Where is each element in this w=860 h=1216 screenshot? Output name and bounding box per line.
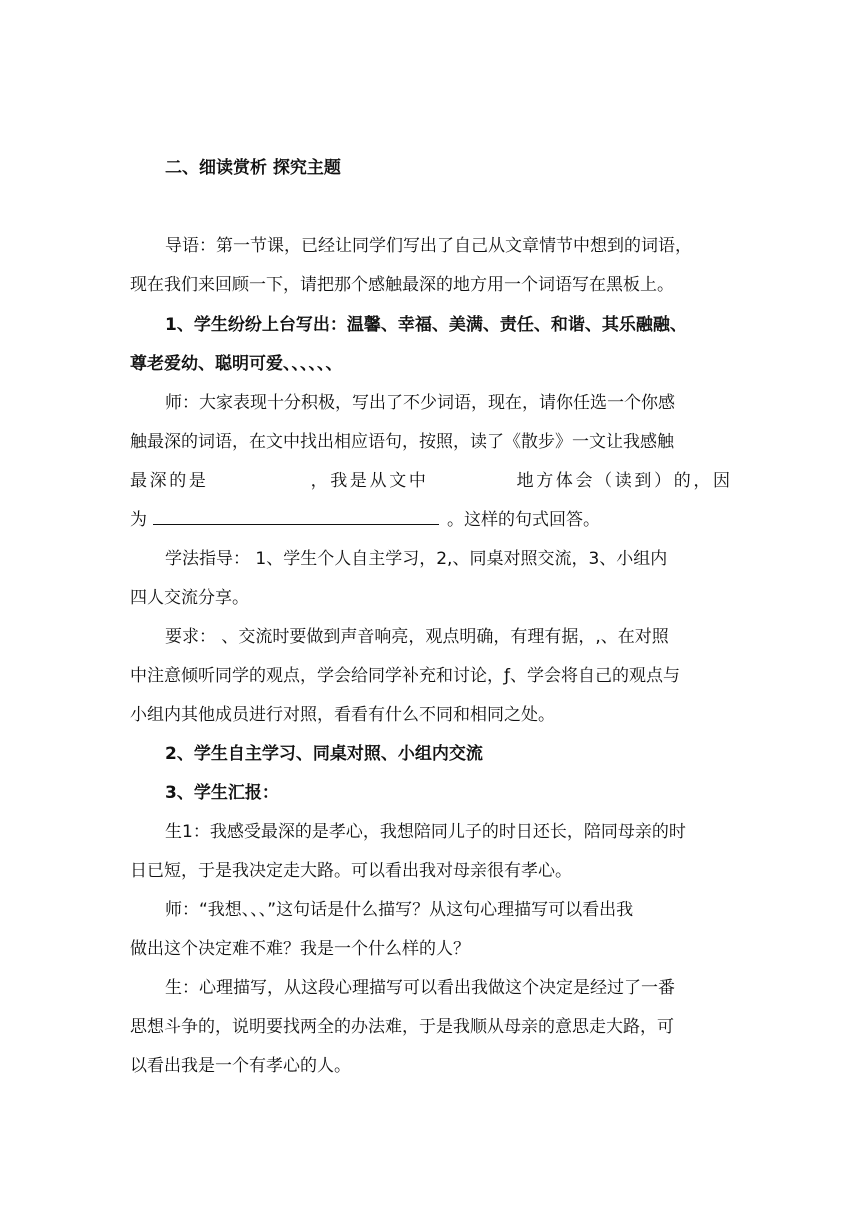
student1-line-1: 生1：我感受最深的是孝心，我想陪同儿子的时日还长，陪同母亲的时: [165, 822, 686, 842]
student2-line-1: 生：心理描写，从这段心理描写可以看出我做这个决定是经过了一番: [165, 978, 675, 998]
method-line-1: 学法指导： 1、学生个人自主学习，2,、同桌对照交流，3、小组内: [165, 549, 668, 569]
step2-heading: 2、学生自主学习、同桌对照、小组内交流: [165, 744, 483, 764]
teacher1-line-1: 师：大家表现十分积极，写出了不少词语，现在，请你任选一个你感: [165, 393, 675, 413]
step1-line-1: 1、学生纷纷上台写出：温馨、幸福、美满、责任、和谐、其乐融融、: [165, 315, 687, 335]
requirements-line-3: 小组内其他成员进行对照，看看有什么不同和相同之处。: [130, 705, 555, 725]
method-line-2: 四人交流分享。: [130, 588, 249, 608]
teacher1-line-4-part-a: 为: [130, 510, 147, 530]
student1-line-2: 日已短，于是我决定走大路。可以看出我对母亲很有孝心。: [130, 861, 572, 881]
teacher1-line-4: [130, 510, 730, 530]
student2-line-2: 思想斗争的，说明要找两全的办法难，于是我顺从母亲的意思走大路，可: [130, 1017, 674, 1037]
requirements-line-2: 中注意倾听同学的观点，学会给同学补充和讨论，ƒ、学会将自己的观点与: [130, 666, 680, 686]
teacher1-line-3-part-c: 地方体会（读到）的，因: [516, 471, 730, 491]
intro-line-2: 现在我们来回顾一下，请把那个感触最深的地方用一个词语写在黑板上。: [130, 275, 674, 295]
teacher1-line-3-part-b: ，我是从文中: [310, 471, 429, 491]
requirements-line-1: 要求： 、交流时要做到声音响亮，观点明确，有理有据，,、在对照: [165, 627, 669, 647]
teacher1-line-4-part-b: 。这样的句式回答。: [447, 510, 600, 530]
teacher2-line-2: 做出这个决定难不难？我是一个什么样的人？: [130, 939, 470, 959]
student2-line-3: 以看出我是一个有孝心的人。: [130, 1056, 351, 1076]
teacher1-line-3-part-a: 最深的是: [130, 471, 209, 491]
intro-line-1: 导语：第一节课，已经让同学们写出了自己从文章情节中想到的词语，: [165, 236, 692, 256]
step1-line-2: 尊老爱幼、聪明可爱、、、、、、: [130, 354, 343, 374]
teacher1-line-2: 触最深的词语，在文中找出相应语句，按照，读了《散步》一文让我感触: [130, 432, 674, 452]
step3-heading: 3、学生汇报：: [165, 783, 279, 803]
teacher1-line-3: [130, 471, 730, 491]
teacher2-line-1: 师：“我想、、、”这句话是什么描写？从这句心理描写可以看出我: [165, 900, 634, 920]
section-heading: 二、细读赏析 探究主题: [165, 158, 341, 178]
answer-blank-line: [153, 510, 439, 525]
